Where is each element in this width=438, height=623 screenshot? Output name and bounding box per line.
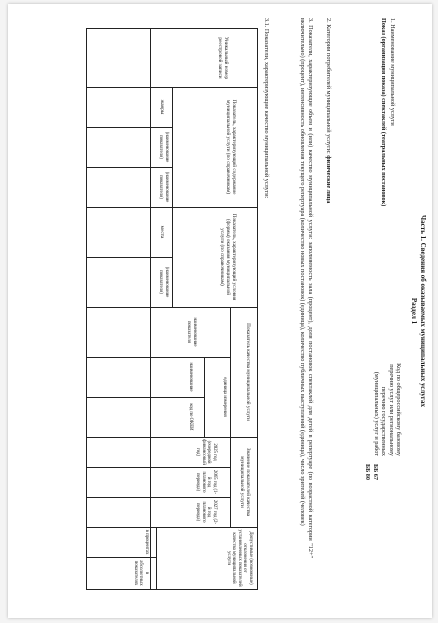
sub-unit: единица измерения (222, 377, 227, 417)
sub-name-1: (наименование показателя) (158, 131, 169, 163)
sub-genre: жанры (159, 99, 165, 115)
col-values: Значение показателей качества муниципальной услуги (239, 447, 251, 517)
col-content: Показатель, характеризующий содержание муниципальной услуги (по справочникам) (225, 99, 237, 195)
sub-name-2: (наименование показателя) (158, 171, 169, 203)
table-rule (87, 307, 257, 308)
dev-abs: в абсолютных показателях (132, 560, 149, 586)
dev-percent: в процентах (144, 529, 149, 555)
table-rule (230, 307, 231, 527)
item2-label (325, 18, 332, 203)
rotated-page-content (8, 4, 432, 618)
table-rule (87, 257, 173, 258)
table-rule (172, 87, 173, 307)
section-title: Раздел 1 (410, 297, 418, 325)
table-rule (87, 127, 173, 128)
table-rule (204, 357, 205, 437)
part-title: Часть 1. Сведения об оказываемых муниципальных услугах (419, 215, 427, 407)
col-deviation: Допустимые (возможные) отклонения от установленных показателей качества муниципальной услуги (225, 529, 253, 587)
sub-name-3: (наименование показателя) (158, 266, 169, 298)
table-rule (87, 397, 205, 398)
code-value-1: ББ 67 (372, 464, 379, 480)
item1-value: Показ (организация показа) спектаклей (театральных постановок) (380, 18, 387, 207)
item2-label-text: 2. Категории потребителей муниципальной услуги: (325, 18, 332, 154)
item2-value: физические лица (325, 155, 332, 204)
table-rule (87, 357, 231, 358)
col-registry: Уникальный номер реестровой записи (217, 36, 229, 80)
year-1: 2025 год (очередной финансовый год) (195, 439, 217, 465)
sub-okei: код по ОКЕИ (188, 403, 193, 431)
code-value-2: ББ 80 (364, 464, 371, 480)
table-rule (87, 557, 157, 558)
year-3: 2027 год (2-й год планового периода) (195, 499, 217, 525)
sub-places: места (159, 225, 165, 239)
document-page (8, 4, 432, 618)
table-rule (87, 467, 231, 468)
quality-table (86, 28, 258, 590)
col-conditions: Показатель, характеризующий условия (формы) оказания муниципальной услуги (по справочникам) (219, 213, 237, 301)
table-rule (87, 437, 257, 438)
item31-text: 3.1. Показатели, характеризующие качество муниципальной услуги: (263, 18, 270, 199)
table-rule (87, 167, 173, 168)
code-label: Код по общероссийскому базовому перечню услуг или региональному перечню государственных (муниципальных) услуг и работ (372, 363, 402, 456)
item3-text: 3. Показатели, характеризующие объем и (или) качество муниципальной услуги: заполняемость зала (процент), доля постановок спектаклей для детей в репертуаре (по возрастной категории "12+" включительно) (процент), интенсивность обновления текущего репертуара (количество новых постановок) (единица), количество публичных выступлений (единица), число зрителей (человек) (299, 18, 314, 558)
table-rule (156, 527, 157, 589)
sub-indicator-name: наименование показателя (186, 317, 197, 347)
col-quality: Показатель качества муниципальной услуги (245, 323, 251, 421)
item1-label: 1. Наименование муниципальной услуги (389, 18, 396, 126)
table-rule (87, 497, 231, 498)
sub-unit-name: наименование (188, 362, 193, 392)
table-rule (150, 29, 151, 589)
table-rule (87, 527, 257, 528)
year-2: 2065 год (1-й год планового периода) (195, 469, 217, 495)
